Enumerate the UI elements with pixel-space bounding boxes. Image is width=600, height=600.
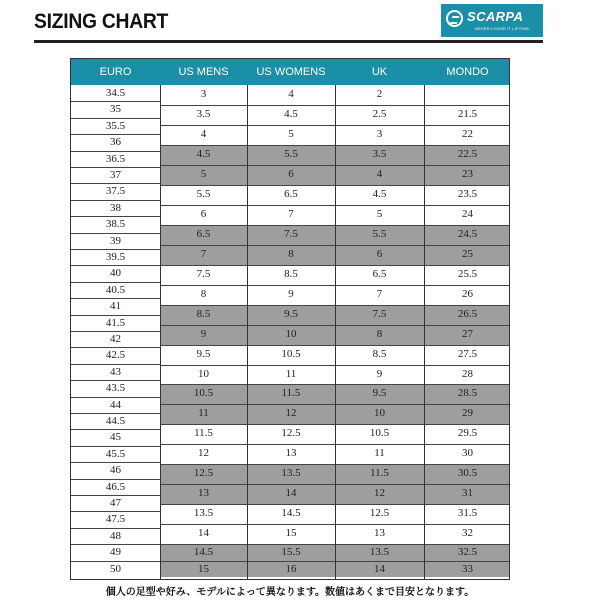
us-womens-cell: 13.5 — [281, 467, 301, 480]
us-mens-cell: 9 — [200, 327, 207, 340]
page-title: SIZING CHART — [34, 10, 169, 33]
mondo-cell — [424, 85, 511, 105]
column-header-us-mens: US MENS — [178, 66, 229, 78]
uk-cell: 9.5 — [372, 387, 387, 400]
mondo-cell: 33 — [462, 562, 473, 575]
euro-size-cell: 35 — [110, 103, 121, 116]
euro-row-divider — [71, 151, 160, 152]
us-mens-cell: 5.5 — [196, 187, 211, 200]
mondo-cell: 31.5 — [457, 507, 478, 520]
us-womens-cell: 8.5 — [284, 267, 298, 280]
us-mens-cell: 8 — [200, 287, 207, 300]
us-mens-cell: 14.5 — [193, 546, 214, 559]
uk-cell: 7 — [376, 287, 383, 300]
euro-row-divider — [71, 233, 160, 234]
us-mens-cell: 8.5 — [196, 307, 211, 320]
euro-size-cell: 47 — [110, 497, 121, 509]
uk-cell: 12 — [374, 487, 385, 500]
sizing-table — [70, 58, 510, 580]
euro-row-divider — [71, 446, 160, 447]
mondo-cell: 22 — [462, 127, 473, 140]
euro-size-cell: 40 — [110, 267, 121, 280]
uk-cell: 5 — [376, 207, 383, 220]
logo-tagline: NEVER LOOSE IT LIFTING — [475, 26, 530, 31]
mondo-cell: 28.5 — [457, 387, 478, 400]
euro-size-cell: 36.5 — [105, 152, 126, 165]
euro-size-cell: 41.5 — [105, 316, 126, 329]
euro-size-cell: 38 — [110, 201, 121, 214]
us-womens-cell: 11.5 — [281, 387, 301, 400]
mondo-cell: 23.5 — [457, 187, 478, 200]
us-mens-cell: 11.5 — [194, 427, 213, 440]
euro-row-divider — [71, 134, 160, 135]
us-womens-cell: 10 — [285, 327, 297, 340]
us-womens-cell: 10.5 — [281, 347, 301, 360]
uk-cell: 3 — [376, 127, 383, 140]
euro-row-divider — [71, 380, 160, 381]
euro-row-divider — [71, 528, 160, 529]
column-divider — [247, 85, 248, 579]
column-header-mondo: MONDO — [446, 66, 489, 78]
us-mens-cell: 14 — [198, 527, 209, 540]
uk-cell: 10 — [374, 407, 385, 420]
euro-size-cell: 47.5 — [105, 513, 126, 526]
uk-cell: 4.5 — [372, 187, 387, 200]
euro-size-cell: 46.5 — [105, 480, 126, 493]
uk-cell: 11.5 — [370, 467, 389, 480]
euro-row-divider — [71, 183, 160, 184]
us-womens-cell: 6.5 — [284, 187, 298, 200]
us-womens-cell: 9 — [288, 287, 294, 300]
uk-cell: 8 — [376, 327, 383, 340]
euro-size-cell: 43.5 — [105, 382, 126, 395]
us-mens-cell: 10 — [198, 367, 209, 380]
us-womens-cell: 14 — [285, 487, 297, 500]
uk-cell: 4 — [376, 167, 383, 180]
us-mens-cell: 6 — [200, 207, 207, 220]
mondo-cell: 24 — [462, 207, 473, 220]
mondo-cell: 31 — [462, 487, 473, 500]
us-mens-cell: 9.5 — [196, 347, 211, 360]
us-mens-cell: 15 — [198, 562, 209, 575]
euro-row-divider — [71, 216, 160, 217]
euro-row-divider — [71, 315, 160, 316]
us-mens-cell: 12.5 — [193, 467, 214, 480]
us-womens-cell: 7 — [288, 207, 294, 220]
mondo-cell: 22.5 — [457, 147, 478, 160]
euro-size-cell: 40.5 — [105, 283, 126, 296]
euro-row-divider — [71, 347, 160, 348]
column-divider — [335, 85, 336, 579]
column-header-uk: UK — [371, 66, 388, 78]
mondo-cell: 32.5 — [457, 546, 478, 559]
euro-size-cell: 39.5 — [105, 251, 126, 263]
uk-cell: 2 — [376, 88, 383, 100]
us-mens-cell: 13 — [198, 487, 209, 500]
uk-cell: 6.5 — [372, 267, 387, 280]
column-header-us-womens: US WOMENS — [256, 66, 326, 78]
uk-cell: 7.5 — [372, 307, 387, 320]
euro-size-cell: 50 — [110, 562, 121, 575]
mondo-cell: 24.5 — [457, 227, 478, 240]
us-womens-cell: 7.5 — [284, 227, 298, 240]
euro-row-divider — [71, 298, 160, 299]
euro-size-cell: 38.5 — [105, 218, 126, 231]
euro-row-divider — [71, 397, 160, 398]
euro-size-cell: 46 — [110, 464, 121, 477]
euro-row-divider — [71, 282, 160, 283]
euro-row-divider — [71, 364, 160, 365]
uk-cell: 14 — [374, 562, 385, 575]
us-mens-cell: 6.5 — [196, 227, 211, 240]
euro-row-divider — [71, 561, 160, 562]
euro-size-cell: 45.5 — [105, 447, 126, 460]
uk-cell: 11 — [374, 447, 385, 460]
us-mens-cell: 10.5 — [193, 387, 214, 400]
euro-size-cell: 42.5 — [105, 349, 126, 362]
us-mens-cell: 3 — [200, 88, 207, 100]
mondo-cell: 32 — [462, 527, 473, 540]
column-divider — [424, 85, 425, 579]
us-womens-cell: 4 — [288, 88, 294, 100]
euro-size-cell: 36 — [110, 136, 121, 149]
euro-size-cell: 48 — [110, 529, 121, 542]
uk-cell: 12.5 — [369, 507, 390, 520]
uk-cell: 10.5 — [369, 427, 390, 440]
euro-row-divider — [71, 167, 160, 168]
euro-row-divider — [71, 118, 160, 119]
us-womens-cell: 4.5 — [284, 107, 298, 120]
euro-size-cell: 37.5 — [105, 185, 126, 198]
us-mens-cell: 12 — [198, 447, 209, 460]
us-mens-cell: 13.5 — [193, 507, 214, 520]
euro-size-cell: 49 — [110, 546, 121, 559]
us-womens-cell: 13 — [285, 447, 297, 460]
table-header — [71, 59, 509, 85]
mondo-cell: 27.5 — [457, 347, 478, 360]
mondo-cell: 21.5 — [457, 107, 478, 120]
uk-cell: 6 — [376, 247, 383, 260]
euro-size-cell: 44.5 — [105, 415, 126, 427]
us-womens-cell: 12 — [285, 407, 297, 420]
logo-name: SCARPA — [467, 9, 524, 24]
brand-logo — [441, 4, 543, 37]
euro-row-divider — [71, 511, 160, 512]
euro-size-cell: 41 — [110, 300, 121, 313]
us-womens-cell: 15 — [285, 527, 297, 540]
us-womens-cell: 16 — [285, 562, 297, 575]
uk-cell: 8.5 — [372, 347, 387, 360]
mondo-cell: 28 — [462, 367, 473, 380]
mondo-cell: 25 — [462, 247, 473, 260]
euro-row-divider — [71, 413, 160, 414]
euro-size-cell: 45 — [110, 431, 121, 444]
us-mens-cell: 7.5 — [196, 267, 211, 280]
euro-row-divider — [71, 249, 160, 250]
euro-row-divider — [71, 265, 160, 266]
euro-size-cell: 42 — [110, 333, 121, 345]
us-mens-cell: 7 — [200, 247, 207, 260]
us-womens-cell: 15.5 — [281, 546, 301, 559]
footnote: 個人の足型や好み、モデルによって異なります。数値はあくまで目安となります。 — [105, 587, 475, 598]
mondo-cell: 27 — [462, 327, 473, 340]
mondo-cell: 26.5 — [457, 307, 478, 320]
us-mens-cell: 11 — [198, 407, 209, 420]
uk-cell: 3.5 — [372, 147, 387, 160]
us-womens-cell: 8 — [288, 247, 294, 260]
mondo-cell: 30 — [462, 447, 473, 460]
us-mens-cell: 4 — [200, 127, 207, 140]
us-mens-cell: 3.5 — [196, 107, 211, 120]
us-womens-cell: 9.5 — [284, 307, 298, 320]
euro-row-divider — [71, 200, 160, 201]
us-mens-cell: 5 — [200, 167, 207, 180]
title-divider — [34, 40, 543, 43]
euro-row-divider — [71, 101, 160, 102]
euro-row-divider — [71, 331, 160, 332]
euro-row-divider — [71, 495, 160, 496]
mondo-cell: 25.5 — [457, 267, 478, 280]
uk-cell: 13.5 — [369, 546, 390, 559]
column-divider — [160, 85, 161, 579]
us-womens-cell: 5 — [288, 127, 294, 140]
uk-cell: 2.5 — [372, 107, 387, 120]
euro-row-divider — [71, 544, 160, 545]
mondo-cell: 29.5 — [457, 427, 478, 440]
euro-size-cell: 35.5 — [105, 119, 126, 132]
mondo-cell: 23 — [462, 167, 473, 180]
uk-cell: 13 — [374, 527, 385, 540]
uk-cell: 5.5 — [372, 227, 387, 240]
us-womens-cell: 11 — [285, 367, 297, 380]
column-header-euro: EURO — [99, 66, 132, 78]
mondo-cell: 30.5 — [457, 467, 478, 480]
euro-row-divider — [71, 429, 160, 430]
euro-size-cell: 39 — [110, 234, 121, 247]
mondo-cell: 29 — [462, 407, 473, 420]
euro-size-cell: 34.5 — [105, 87, 126, 99]
us-womens-cell: 12.5 — [281, 427, 301, 440]
euro-row-divider — [71, 462, 160, 463]
mondo-cell: 26 — [462, 287, 473, 300]
euro-size-cell: 43 — [110, 365, 121, 378]
logo-mark-icon — [446, 10, 463, 27]
euro-size-cell: 37 — [110, 169, 121, 181]
euro-size-cell: 44 — [110, 398, 121, 411]
us-womens-cell: 5.5 — [284, 147, 298, 160]
us-mens-cell: 4.5 — [196, 147, 211, 160]
uk-cell: 9 — [376, 367, 383, 380]
us-womens-cell: 14.5 — [281, 507, 301, 520]
euro-row-divider — [71, 479, 160, 480]
us-womens-cell: 6 — [288, 167, 294, 180]
